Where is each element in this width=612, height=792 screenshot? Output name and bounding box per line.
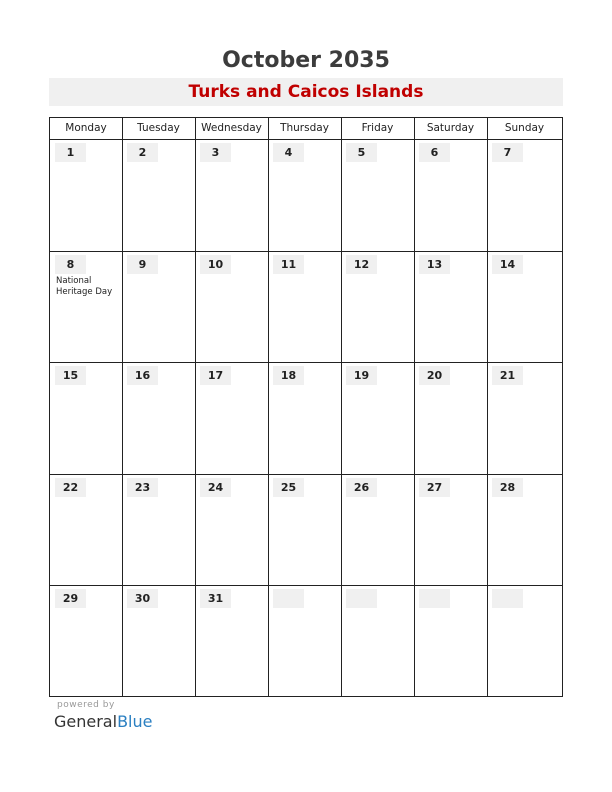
day-number: 30 bbox=[134, 592, 151, 606]
day-cell bbox=[342, 252, 414, 363]
day-cell bbox=[415, 475, 487, 586]
weekday-header-friday: Friday bbox=[361, 122, 394, 134]
day-cell bbox=[123, 140, 195, 251]
day-number-box bbox=[419, 478, 450, 497]
day-number-box bbox=[127, 143, 158, 162]
day-number-box bbox=[346, 589, 377, 608]
weekday-header-sunday: Sunday bbox=[504, 122, 545, 134]
day-cell bbox=[488, 475, 562, 586]
day-number-box bbox=[55, 255, 86, 274]
day-cell bbox=[196, 586, 268, 697]
day-number: 15 bbox=[62, 369, 79, 383]
day-number: 14 bbox=[499, 257, 516, 271]
day-number-box bbox=[346, 366, 377, 385]
day-number: 22 bbox=[62, 480, 79, 494]
day-number-box bbox=[200, 366, 231, 385]
day-cell bbox=[342, 140, 414, 251]
day-number: 23 bbox=[134, 480, 151, 494]
calendar-title: October 2035 bbox=[222, 48, 390, 73]
day-cell bbox=[123, 586, 195, 697]
brand-blue: Blue bbox=[117, 712, 153, 731]
day-number: 17 bbox=[207, 369, 224, 383]
day-number: 20 bbox=[426, 369, 443, 383]
day-cell bbox=[488, 363, 562, 474]
day-number-box bbox=[419, 589, 450, 608]
day-cell bbox=[196, 475, 268, 586]
holiday-label: National Heritage Day bbox=[56, 275, 113, 297]
day-number-box bbox=[127, 478, 158, 497]
day-cell bbox=[415, 363, 487, 474]
brand-general: General bbox=[54, 712, 118, 731]
generalblue-logo bbox=[54, 712, 152, 731]
day-number-box bbox=[200, 255, 231, 274]
day-cell bbox=[269, 252, 341, 363]
day-cell bbox=[342, 586, 414, 697]
day-cell bbox=[51, 586, 122, 697]
day-number: 8 bbox=[66, 257, 75, 271]
day-number-box bbox=[419, 143, 450, 162]
day-cell bbox=[488, 586, 562, 697]
day-cell bbox=[51, 363, 122, 474]
day-number: 13 bbox=[426, 257, 443, 271]
day-cell bbox=[196, 363, 268, 474]
day-number: 2 bbox=[138, 146, 147, 159]
day-number-box bbox=[419, 366, 450, 385]
day-cell bbox=[342, 363, 414, 474]
day-number-box bbox=[419, 255, 450, 274]
day-number-box bbox=[55, 366, 86, 385]
day-number-box bbox=[200, 589, 231, 608]
day-cell bbox=[196, 140, 268, 251]
day-cell bbox=[51, 140, 122, 251]
weekday-header-wednesday: Wednesday bbox=[201, 122, 262, 134]
day-cell bbox=[51, 475, 122, 586]
day-cell bbox=[123, 252, 195, 363]
day-cell bbox=[269, 475, 341, 586]
country-banner bbox=[49, 78, 563, 106]
weekday-header-saturday: Saturday bbox=[426, 122, 475, 134]
day-number: 16 bbox=[134, 369, 151, 383]
day-number-box bbox=[273, 143, 304, 162]
calendar-grid bbox=[49, 117, 563, 697]
day-number-box bbox=[492, 589, 523, 608]
day-number-box bbox=[127, 255, 158, 274]
day-number: 3 bbox=[211, 146, 220, 159]
day-number-box bbox=[273, 478, 304, 497]
weekday-header-monday: Monday bbox=[65, 122, 107, 134]
day-cell bbox=[488, 252, 562, 363]
day-number: 6 bbox=[430, 146, 439, 159]
day-number: 10 bbox=[207, 257, 224, 271]
day-number-box bbox=[492, 478, 523, 497]
day-cell bbox=[415, 252, 487, 363]
day-number-box bbox=[492, 366, 523, 385]
day-number-box bbox=[55, 589, 86, 608]
day-number-box bbox=[127, 589, 158, 608]
day-number: 28 bbox=[499, 480, 516, 494]
day-number-box bbox=[492, 255, 523, 274]
day-number: 25 bbox=[280, 480, 297, 494]
day-number-box bbox=[55, 478, 86, 497]
day-number-box bbox=[273, 366, 304, 385]
day-number: 19 bbox=[353, 369, 370, 383]
day-number-box bbox=[346, 478, 377, 497]
day-cell bbox=[269, 586, 341, 697]
weekday-header-tuesday: Tuesday bbox=[137, 122, 180, 134]
day-cell bbox=[342, 475, 414, 586]
day-number-box bbox=[346, 255, 377, 274]
day-number-box bbox=[200, 143, 231, 162]
day-cell bbox=[123, 475, 195, 586]
powered-by-label: powered by bbox=[57, 700, 115, 710]
day-number: 31 bbox=[207, 592, 224, 606]
day-number-box bbox=[55, 143, 86, 162]
day-number-box bbox=[127, 366, 158, 385]
day-number: 26 bbox=[353, 480, 370, 494]
day-cell bbox=[123, 363, 195, 474]
day-cell bbox=[488, 140, 562, 251]
day-cell bbox=[269, 363, 341, 474]
day-number: 7 bbox=[503, 146, 512, 159]
country-name: Turks and Caicos Islands bbox=[188, 82, 424, 102]
day-number-box bbox=[200, 478, 231, 497]
day-cell bbox=[51, 252, 122, 363]
day-number-box bbox=[273, 589, 304, 608]
day-number-box bbox=[492, 143, 523, 162]
day-number: 9 bbox=[138, 257, 147, 271]
day-cell bbox=[415, 586, 487, 697]
day-number: 18 bbox=[280, 369, 297, 383]
day-number: 29 bbox=[62, 592, 79, 606]
day-number: 27 bbox=[426, 480, 443, 494]
day-number-box bbox=[346, 143, 377, 162]
weekday-header-thursday: Thursday bbox=[280, 122, 329, 134]
day-cell bbox=[415, 140, 487, 251]
day-number: 4 bbox=[284, 146, 293, 159]
day-number: 11 bbox=[280, 257, 297, 271]
day-number-box bbox=[273, 255, 304, 274]
day-cell bbox=[269, 140, 341, 251]
day-cell bbox=[196, 252, 268, 363]
day-number: 12 bbox=[353, 257, 370, 271]
day-number: 5 bbox=[357, 146, 366, 159]
day-number: 1 bbox=[66, 146, 75, 159]
day-number: 21 bbox=[499, 369, 516, 383]
day-number: 24 bbox=[207, 480, 224, 494]
